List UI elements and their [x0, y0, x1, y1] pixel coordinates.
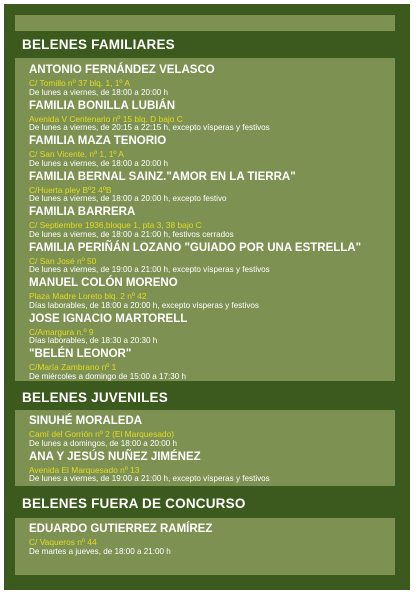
entry-address: C/ Septiembre 1936,bloque 1, pta 3, 38 bajo C — [29, 220, 202, 230]
entry-schedule: Días laborables, de 18:00 a 20:00 h, excepto vísperas y festivos — [29, 300, 259, 310]
entry-address: C/ Vaqueros nº 44 — [29, 537, 97, 547]
entry-name: MANUEL COLÓN MORENO — [29, 277, 178, 289]
list-item — [29, 523, 395, 559]
entry-address: Camí del Gorrión nº 2 (El Marquesado) — [29, 429, 175, 439]
top-bar — [15, 15, 395, 31]
section-panel-juveniles — [15, 410, 395, 486]
section-title: BELENES FUERA DE CONCURSO — [22, 496, 246, 511]
entry-schedule: De lunes a domingos, de 18:00 a 20:00 h — [29, 438, 178, 448]
entry-address: C/ San José nº 50 — [29, 255, 97, 266]
list-item — [29, 135, 395, 171]
list-item — [29, 348, 395, 384]
entry-name: ANA Y JESÚS NUÑEZ JIMÉNEZ — [29, 450, 201, 463]
entry-name: FAMILIA BARRERA — [29, 206, 136, 218]
entry-schedule: De lunes a viernes, de 19:00 a 21:00 h, excepto vísperas y festivos — [29, 265, 270, 274]
entry-name: FAMILIA PERIÑÁN LOZANO "GUIADO POR UNA ESTRELLA" — [29, 241, 362, 254]
entry-name: SINUHÉ MORALEDA — [29, 415, 143, 427]
entry-name: FAMILIA MAZA TENORIO — [29, 135, 167, 147]
entry-name: JOSE IGNACIO MARTORELL — [29, 312, 188, 325]
entry-address: C/María Zambrano nº 1 — [29, 362, 117, 372]
entry-address: C/ San Vicente, nº 1, 1º A — [29, 149, 124, 159]
section-title: BELENES FAMILIARES — [22, 37, 175, 52]
list-item — [29, 415, 395, 451]
entry-address: C/Amargura n.º 9 — [29, 326, 94, 337]
list-item — [29, 242, 395, 278]
list-item — [29, 277, 395, 313]
entry-name: EDUARDO GUTIERREZ RAMÍREZ — [29, 523, 213, 535]
entry-name: FAMILIA BERNAL SAINZ."AMOR EN LA TIERRA" — [29, 170, 296, 183]
entry-address: Avenida El Marquesado nº 13 — [29, 464, 140, 475]
entry-name: "BELÉN LEONOR" — [29, 348, 132, 360]
entry-address: Plaza Madre Loreto blq. 2 nº 42 — [29, 291, 147, 301]
section-panel-fuera-concurso — [15, 518, 395, 575]
list-item — [29, 313, 395, 349]
entry-address: C/ Tomillo nº 37 blq. 1, 1º A — [29, 78, 130, 88]
entry-schedule: De lunes a viernes, de 19:00 a 21:00 h, excepto vísperas y festivos — [29, 474, 270, 483]
list-item — [29, 64, 395, 100]
entry-schedule: De lunes a viernes, de 18:00 a 20:00 h — [29, 87, 169, 97]
list-item — [29, 100, 395, 136]
list-item — [29, 171, 395, 207]
entry-name: FAMILIA BONILLA LUBIÁN — [29, 99, 176, 112]
entry-schedule: De lunes a viernes, de 18:00 a 20:00 h — [29, 158, 169, 168]
entry-schedule: De lunes a viernes, de 20:15 a 22:15 h, excepto vísperas y festivos — [29, 123, 270, 132]
entry-address: C/Huerta pley Bº2 4ºB — [29, 184, 112, 195]
list-item — [29, 206, 395, 242]
entry-schedule: De miércoles a domingo de 15:00 a 17:30 h — [29, 371, 187, 381]
entry-schedule: De lunes a viernes, de 18:00 a 20:00 h, excepto festivo — [29, 194, 227, 203]
entry-schedule: Días laborables, de 18:30 a 20:30 h — [29, 336, 158, 345]
entry-address: Avenida V Centenario nº 15 blq. D bajo C — [29, 113, 183, 124]
entry-name: ANTONIO FERNÁNDEZ VELASCO — [29, 64, 215, 76]
entry-schedule: De martes a jueves, de 18:00 a 21:00 h — [29, 546, 171, 556]
entry-schedule: De lunes a viernes, de 18:00 a 21:00 h, festivos cerrados — [29, 229, 234, 239]
section-panel-familiares — [15, 58, 395, 381]
section-title: BELENES JUVENILES — [22, 390, 168, 405]
list-item — [29, 451, 395, 487]
